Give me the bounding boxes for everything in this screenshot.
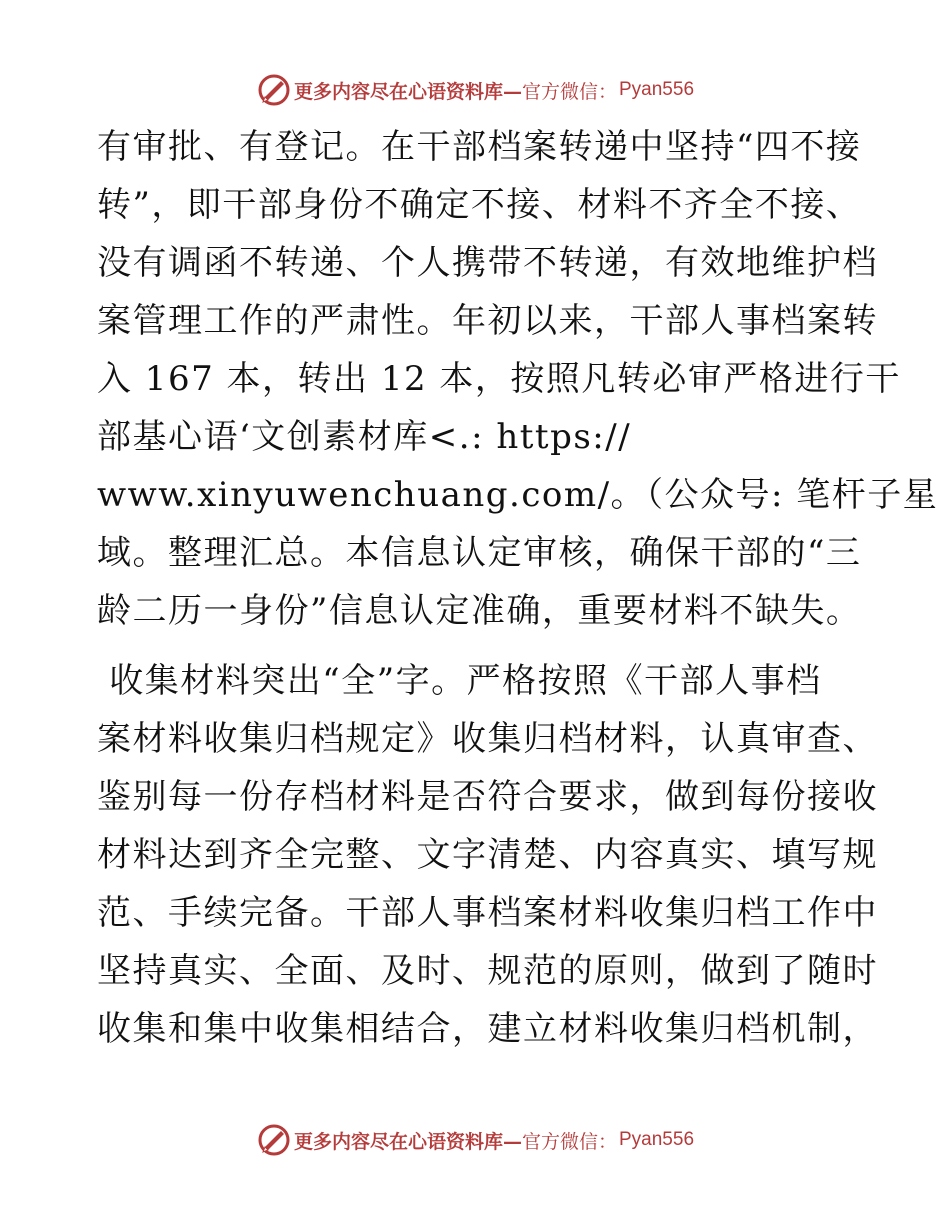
paragraph-1	[97, 118, 939, 640]
text-line: 范、手续完备。干部人事档案材料收集归档工作中	[97, 893, 878, 933]
text-line: 域。整理汇总。本信息认定审核，确保干部的“三	[97, 533, 862, 573]
text-line: 鉴别每一份存档材料是否符合要求，做到每份接收	[97, 777, 878, 817]
document-body	[97, 118, 939, 1058]
text-line: 有审批、有登记。在干部档案转递中坚持“四不接	[97, 127, 862, 167]
text-line: 转”，即干部身份不确定不接、材料不齐全不接、	[97, 185, 862, 225]
banner-slogan: 更多内容尽在心语资料库—	[293, 1130, 522, 1153]
paragraph-2	[97, 652, 878, 1058]
text-line: 坚持真实、全面、及时、规范的原则，做到了随时	[97, 951, 878, 991]
text-line: 部基心语‘文创素材库<.: https://	[97, 417, 632, 457]
text-line: 收集和集中收集相结合，建立材料收集归档机制，	[97, 1009, 878, 1049]
pen-logo-icon	[256, 1122, 292, 1158]
text-line: 案管理工作的严肃性。年初以来，干部人事档案转	[97, 301, 878, 341]
banner-wechat-label: 官方微信：	[521, 1130, 617, 1153]
banner-slogan: 更多内容尽在心语资料库—	[293, 80, 522, 103]
text-line: 收集材料突出“全”字。严格按照《干部人事档	[97, 661, 822, 701]
banner-wechat-label: 官方微信：	[521, 80, 617, 103]
header-banner	[0, 70, 950, 110]
pen-logo-icon	[256, 72, 292, 108]
text-line: 案材料收集归档规定》收集归档材料，认真审查、	[97, 719, 878, 759]
text-line: 入 167 本，转出 12 本，按照凡转必审严格进行干	[97, 359, 901, 399]
banner-wechat-id: Pyan556	[619, 79, 695, 100]
footer-banner	[0, 1120, 950, 1160]
banner-wechat-id: Pyan556	[619, 1129, 695, 1150]
text-line: 没有调函不转递、个人携带不转递，有效地维护档	[97, 243, 878, 283]
text-line: 材料达到齐全完整、文字清楚、内容真实、填写规	[97, 835, 878, 875]
text-line: www.xinyuwenchuang.com/。（公众号: 笔杆子星	[97, 475, 939, 515]
text-line: 龄二历一身份”信息认定准确，重要材料不缺失。	[97, 591, 862, 631]
